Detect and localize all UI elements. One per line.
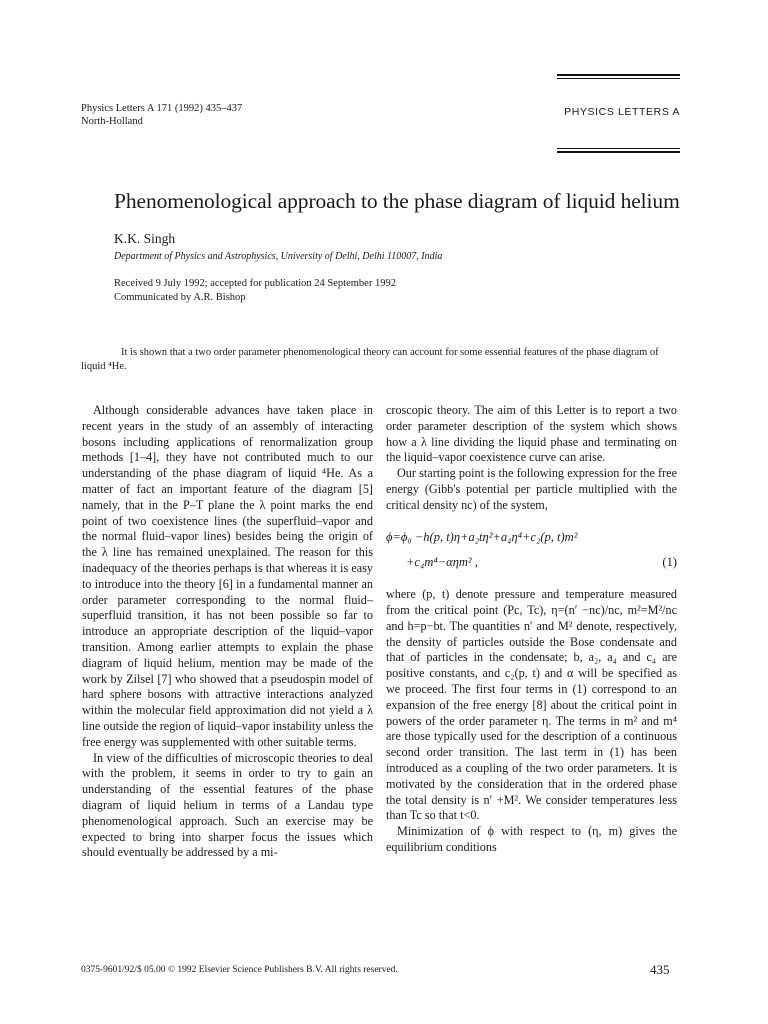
abstract: It is shown that a two order parameter phenomenological theory can account for some essential features of the phase diagram of liquid ⁴He. [81, 347, 659, 372]
article-title: Phenomenological approach to the phase diagram of liquid helium [114, 189, 680, 213]
citation-line: Physics Letters A 171 (1992) 435–437 [81, 103, 243, 114]
citation-block [81, 102, 242, 128]
paragraph: where (p, t) denote pressure and temperature measured from the critical point (Pc, Tc), η=(n′ −nc)/nc, m²=M²/nc and h=p−bt. The quantities n′ and M² denote, respectively, the density of particles outside the Bose condensate and that of particles in the condensate; b, a₂, a₄ and c₄ are positive constants, and c₂(p, t) and α will be specified as we proceed. The first four terms in (1) correspond to an expansion of the free energy [8] about the critical point in powers of the order parameter η. The terms in m² and m⁴ are those typically used for the description of a continuous second order transition. The last term in (1) has been introduced as a coupling of the two order parameters. It is motivated by the consideration that in the ordered phase the total density is n′ +M². We consider temperatures less than Tc so that t<0. [386, 587, 677, 823]
author-affiliation: Department of Physics and Astrophysics, University of Delhi, Delhi 110007, India [114, 251, 443, 262]
header-rule-bottom-thin [557, 148, 680, 149]
equation-line: ϕ=ϕ₀ −h(p, t)η+a₂tη²+a₄η⁴+c₂(p, t)m² [386, 529, 578, 544]
paragraph: Our starting point is the following expression for the free energy (Gibb's potential per particle multiplied with the critical density nc) of the system, [386, 466, 677, 512]
equation-line: +c₄m⁴−αηm² , [406, 555, 478, 570]
journal-name: PHYSICS LETTERS A [564, 106, 680, 118]
author-name: K.K. Singh [114, 231, 176, 246]
publisher-line: North-Holland [81, 116, 143, 127]
paragraph: In view of the difficulties of microscopic theories to deal with the problem, it seems in order to try to gain an understanding of the essential features of the phase diagram of liquid helium in terms of a Landau type phenomenological approach. Such an exercise may be expected to bring into sharper focus the issues which should eventually be addressed by a mi- [82, 750, 373, 860]
publication-history [114, 277, 396, 305]
header-rule-top-thin [557, 78, 680, 79]
header-rule-top [557, 74, 680, 76]
paragraph: Although considerable advances have taken place in recent years in the study of an assembly of interacting bosons including applications of renormalization group methods [1–4], they have not contributed much to our understanding of the phase diagram of liquid ⁴He. As a matter of fact an important feature of the diagram [5] namely, that in the P–T plane the λ point marks the end point of two coexistence lines (the superfluid–vapor and the normal fluid–vapor lines) besides being the origin of the λ line has remained unexplained. The reason for this inadequacy of the theories perhaps is that whereas it is easy to introduce into the theory [6] in a fundamental manner an order parameter corresponding to the normal fluid–superfluid transition, it has not been possible so far to introduce an appropriate description of the liquid–vapor transition. Among earlier attempts to explain the phase diagram of liquid helium, mention may be made of the work by Zilsel [7] who showed that a pseudospin model of hard sphere bosons with attractive interactions analyzed within the molecular field approximation did not yield a λ line outside the region of liquid–vapor instability unless the free energy was supplemented with other suitable terms. [82, 403, 373, 749]
equation-1 [386, 530, 677, 572]
communicated-line: Communicated by A.R. Bishop [114, 292, 246, 303]
equation-number: (1) [662, 555, 677, 570]
header-rule-bottom [557, 151, 680, 153]
paragraph: croscopic theory. The aim of this Letter is to report a two order parameter description of the system which shows how a λ line dividing the liquid phase and terminating on the liquid–vapor coexistence curve can arise. [386, 403, 677, 465]
body-column-left [82, 403, 373, 861]
page-number: 435 [650, 962, 670, 977]
paragraph: Minimization of ϕ with respect to (η, m) gives the equilibrium conditions [386, 824, 677, 854]
copyright-line: 0375-9601/92/$ 05.00 © 1992 Elsevier Science Publishers B.V. All rights reserved. [81, 965, 398, 975]
body-column-right [386, 403, 677, 856]
received-line: Received 9 July 1992; accepted for publication 24 September 1992 [114, 278, 396, 289]
